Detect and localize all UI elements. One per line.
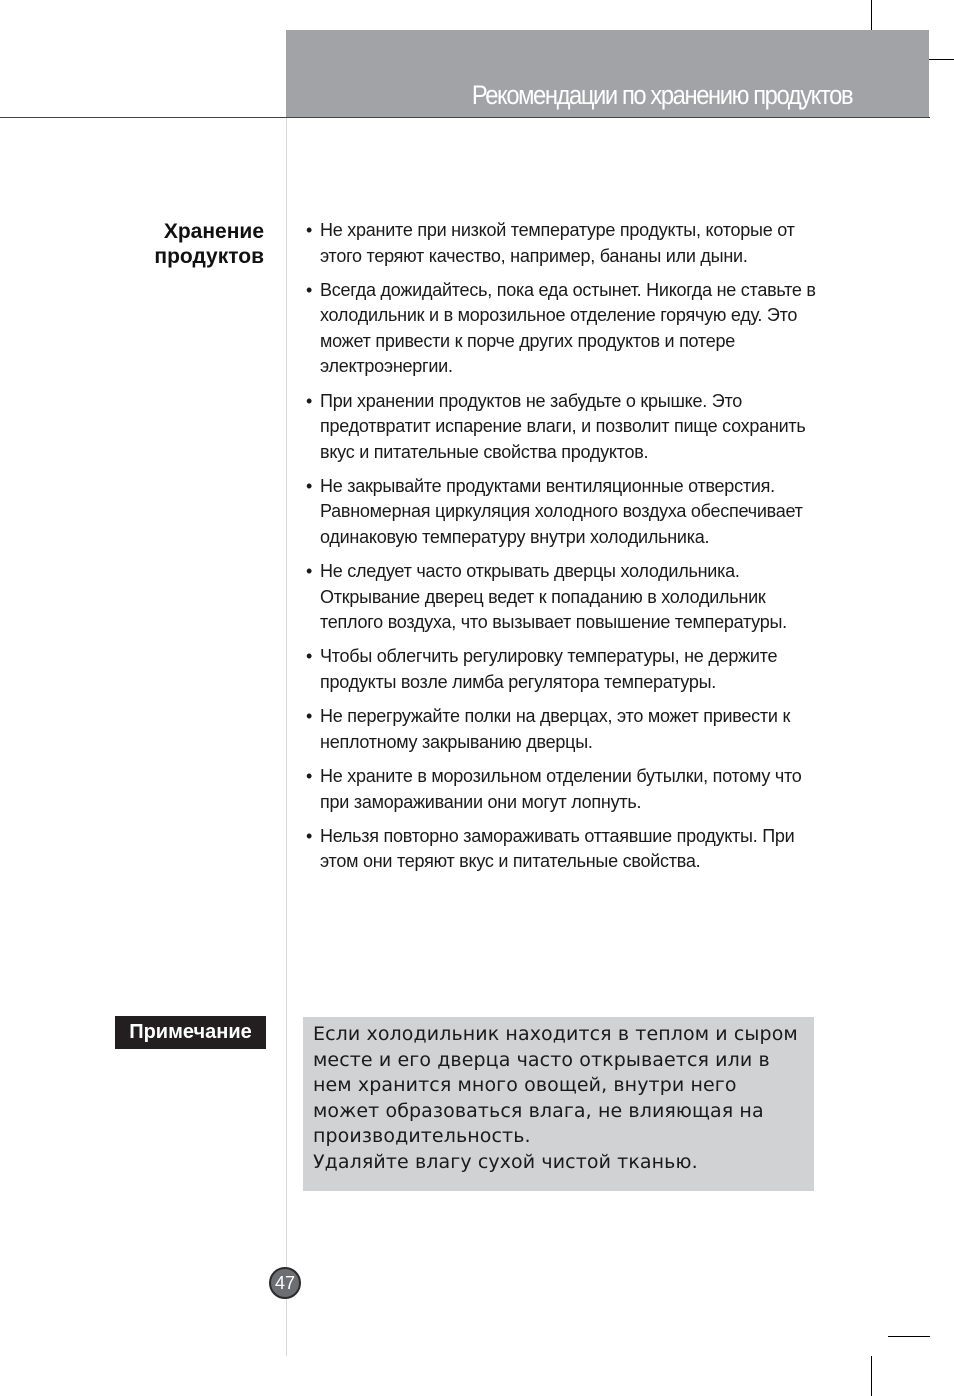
bullet-icon: • xyxy=(306,706,313,727)
list-item-text: Чтобы облегчить регулировку температуры, не держите продукты возле лимба регулятора температуры. xyxy=(320,646,778,692)
page-title: Рекомендации по хранению продуктов xyxy=(471,80,852,110)
list-item-text: Не храните в морозильном отделении бутылки, потому что при замораживании они могут лопнуть. xyxy=(320,766,802,812)
crop-mark xyxy=(871,0,872,30)
list-item-text: Всегда дожидайтесь, пока еда остынет. Никогда не ставьте в холодильник и в морозильное отделение горячую еду. Это может привести к порче других продуктов и потере электроэнергии. xyxy=(320,279,816,377)
list-item xyxy=(306,278,826,380)
note-box xyxy=(303,1017,814,1191)
list-item xyxy=(306,218,826,269)
bullet-icon: • xyxy=(306,561,313,582)
list-item xyxy=(306,389,826,466)
crop-mark xyxy=(888,1336,930,1337)
list-item-text: Не храните при низкой температуре продукты, которые от этого теряют качество, например, бананы или дыни. xyxy=(320,220,795,266)
note-text: Если холодильник находится в теплом и сыром месте и его дверца часто открывается или в нем хранится много овощей, внутри него может образоваться влага, не влияющая на производительность. Удаляйте влагу сухой чистой тканью. xyxy=(313,1023,798,1173)
bullet-icon: • xyxy=(306,390,313,411)
section-heading-line: Хранение xyxy=(163,220,264,243)
list-item xyxy=(306,474,826,551)
bullet-icon: • xyxy=(306,766,313,787)
bullet-icon: • xyxy=(306,220,313,240)
list-item xyxy=(306,559,826,636)
list-item xyxy=(306,704,826,755)
section-heading xyxy=(154,219,264,269)
note-label: Примечание xyxy=(115,1016,266,1049)
storage-tips-list xyxy=(306,218,826,884)
list-item-text: При хранении продуктов не забудьте о крышке. Это предотвратит испарение влаги, и позволит пище сохранить вкус и питательные свойства продуктов. xyxy=(320,390,806,462)
crop-mark xyxy=(871,1356,872,1396)
section-heading-line: продуктов xyxy=(154,245,264,268)
bullet-icon: • xyxy=(306,646,313,667)
page-number: 47 xyxy=(269,1267,301,1299)
list-item-text: Нельзя повторно замораживать оттаявшие продукты. При этом они теряют вкус и питательные свойства. xyxy=(320,825,795,872)
header-rule xyxy=(0,117,930,118)
bullet-icon: • xyxy=(306,475,313,496)
list-item-text: Не перегружайте полки на дверцах, это может привести к неплотному закрыванию дверцы. xyxy=(320,706,791,752)
column-divider xyxy=(286,118,287,1356)
list-item xyxy=(306,644,826,695)
list-item-text: Не следует часто открывать дверцы холодильника. Открывание дверец ведет к попаданию в холодильник теплого воздуха, что вызывает повышение температуры. xyxy=(320,561,787,633)
bullet-icon: • xyxy=(306,279,313,300)
list-item xyxy=(306,824,826,875)
list-item xyxy=(306,764,826,815)
bullet-icon: • xyxy=(306,825,313,846)
list-item-text: Не закрывайте продуктами вентиляционные отверстия. Равномерная циркуляция холодного воздуха обеспечивает одинаковую температуру внутри холодильника. xyxy=(320,475,803,547)
